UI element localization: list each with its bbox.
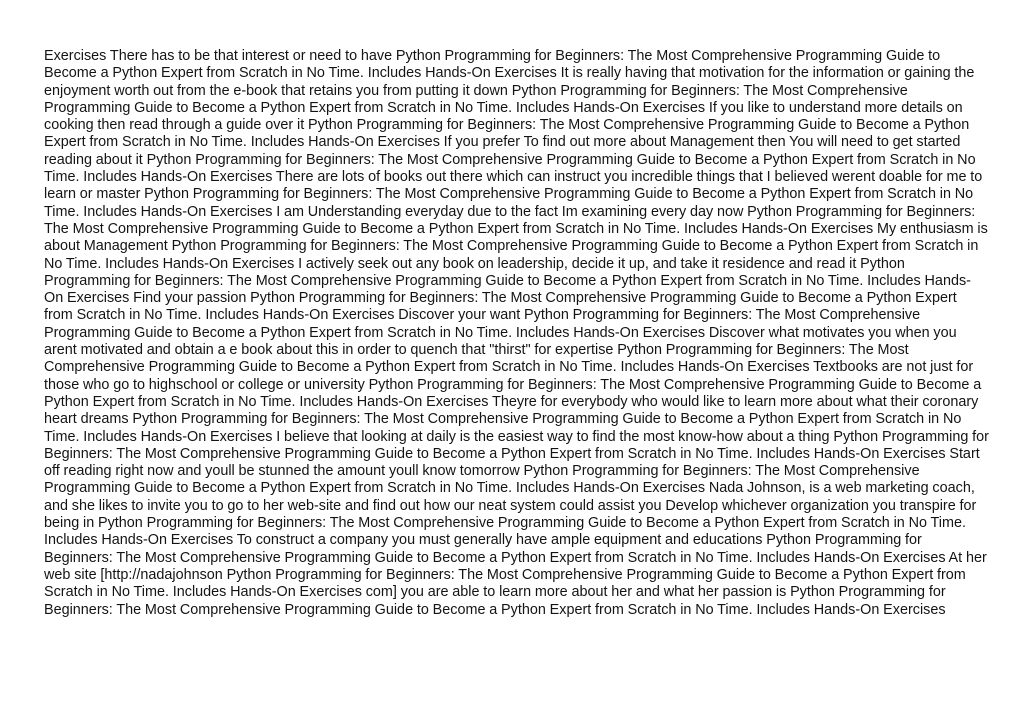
document-page	[44, 48, 989, 648]
body-paragraph: Exercises There has to be that interest or need to have Python Programming for Beginners: The Most Comprehensive Programming Guide to Become a Python Expert from Scratch in No Time. Includes Hands-On Exercises It is really having that motivation for the information or gaining the enjoyment worth out from the e-book that retains you from putting it down Python Programming for Beginners: The Most Comprehensive Programming Guide to Become a Python Expert from Scratch in No Time. Includes Hands-On Exercises If you like to understand more details on cooking then read through a guide over it Python Programming for Beginners: The Most Comprehensive Programming Guide to Become a Python Expert from Scratch in No Time. Includes Hands-On Exercises If you prefer To find out more about Management then You will need to get started reading about it Python Programming for Beginners: The Most Comprehensive Programming Guide to Become a Python Expert from Scratch in No Time. Includes Hands-On Exercises There are lots of books out there which can instruct you incredible things that I believed werent doable for me to learn or master Python Programming for Beginners: The Most Comprehensive Programming Guide to Become a Python Expert from Scratch in No Time. Includes Hands-On Exercises I am Understanding everyday due to the fact Im examining every day now Python Programming for Beginners: The Most Comprehensive Programming Guide to Become a Python Expert from Scratch in No Time. Includes Hands-On Exercises My enthusiasm is about Management Python Programming for Beginners: The Most Comprehensive Programming Guide to Become a Python Expert from Scratch in No Time. Includes Hands-On Exercises I actively seek out any book on leadership, decide it up, and take it residence and read it Python Programming for Beginners: The Most Comprehensive Programming Guide to Become a Python Expert from Scratch in No Time. Includes Hands-On Exercises Find your passion Python Programming for Beginners: The Most Comprehensive Programming Guide to Become a Python Expert from Scratch in No Time. Includes Hands-On Exercises Discover your want Python Programming for Beginners: The Most Comprehensive Programming Guide to Become a Python Expert from Scratch in No Time. Includes Hands-On Exercises Discover what motivates you when you arent motivated and obtain a e book about this in order to quench that "thirst" for expertise Python Programming for Beginners: The Most Comprehensive Programming Guide to Become a Python Expert from Scratch in No Time. Includes Hands-On Exercises Textbooks are not just for those who go to highschool or college or university Python Programming for Beginners: The Most Comprehensive Programming Guide to Become a Python Expert from Scratch in No Time. Includes Hands-On Exercises Theyre for everybody who would like to learn more about what their coronary heart dreams Python Programming for Beginners: The Most Comprehensive Programming Guide to Become a Python Expert from Scratch in No Time. Includes Hands-On Exercises I believe that looking at daily is the easiest way to find the most know-how about a thing Python Programming for Beginners: The Most Comprehensive Programming Guide to Become a Python Expert from Scratch in No Time. Includes Hands-On Exercises Start off reading right now and youll be stunned the amount youll know tomorrow Python Programming for Beginners: The Most Comprehensive Programming Guide to Become a Python Expert from Scratch in No Time. Includes Hands-On Exercises Nada Johnson, is a web marketing coach, and she likes to invite you to go to her web-site and find out how our neat system could assist you Develop whichever organization you transpire for being in Python Programming for Beginners: The Most Comprehensive Programming Guide to Become a Python Expert from Scratch in No Time. Includes Hands-On Exercises To construct a company you must generally have ample equipment and educations Python Programming for Beginners: The Most Comprehensive Programming Guide to Become a Python Expert from Scratch in No Time. Includes Hands-On Exercises At her web site [http://nadajohnson Python Programming for Beginners: The Most Comprehensive Programming Guide to Become a Python Expert from Scratch in No Time. Includes Hands-On Exercises com] you are able to learn more about her and what her passion is Python Programming for Beginners: The Most Comprehensive Programming Guide to Become a Python Expert from Scratch in No Time. Includes Hands-On Exercises	[44, 48, 989, 618]
